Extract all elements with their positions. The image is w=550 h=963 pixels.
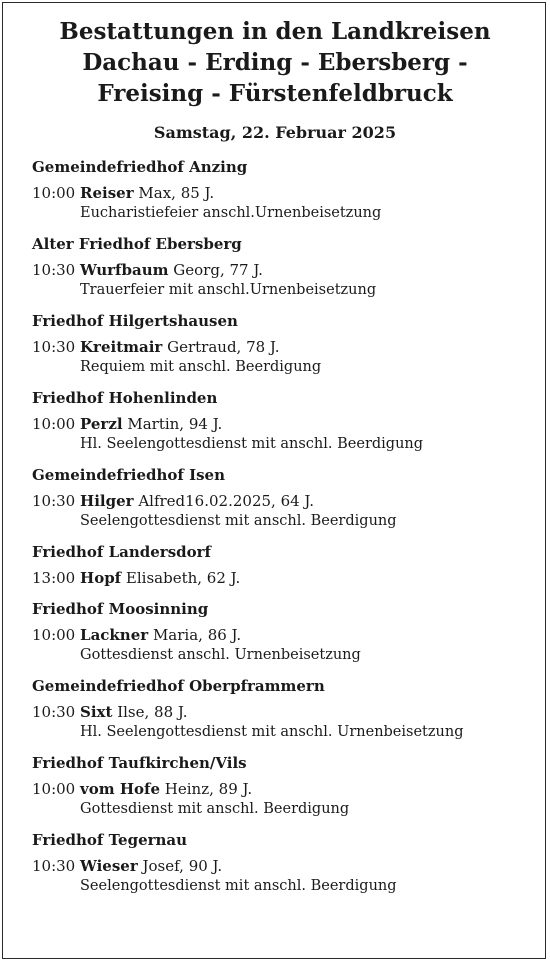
cemetery-list	[0, 157, 550, 896]
entry-line	[32, 702, 550, 722]
entry-time: 10:30	[32, 261, 76, 279]
title-line-1: Bestattungen in den Landkreisen	[59, 18, 491, 45]
service-description: Trauerfeier mit anschl.Urnenbeisetzung	[80, 282, 377, 298]
deceased-surname: Wurfbaum	[80, 261, 169, 279]
entry-line	[32, 779, 550, 799]
deceased-details: Alfred16.02.2025, 64 J.	[138, 492, 315, 510]
cemetery-name: Gemeindefriedhof Oberpframmern	[32, 677, 325, 695]
entry-line	[32, 183, 550, 203]
deceased-details: Gertraud, 78 J.	[167, 338, 280, 356]
date-heading: Samstag, 22. Februar 2025	[153, 123, 397, 142]
cemetery-name: Friedhof Hilgertshausen	[32, 312, 238, 330]
entry-line	[32, 414, 550, 434]
entry-time: 10:00	[32, 415, 76, 433]
entry-time: 10:00	[32, 184, 76, 202]
deceased-surname: vom Hofe	[80, 780, 161, 798]
cemetery-section	[0, 157, 550, 223]
entry-line	[32, 491, 550, 511]
service-description: Gottesdienst anschl. Urnenbeisetzung	[80, 647, 361, 663]
deceased-details: Ilse, 88 J.	[117, 703, 188, 721]
deceased-surname: Sixt	[80, 703, 113, 721]
deceased-surname: Reiser	[80, 184, 134, 202]
entry-time: 10:30	[32, 703, 76, 721]
cemetery-section	[0, 542, 550, 588]
cemetery-section	[0, 830, 550, 896]
deceased-details: Max, 85 J.	[138, 184, 215, 202]
funeral-entry	[32, 702, 550, 742]
page-title	[0, 16, 550, 109]
service-description: Hl. Seelengottesdienst mit anschl. Beerdigung	[80, 436, 424, 452]
entry-time: 10:30	[32, 857, 76, 875]
cemetery-section	[0, 465, 550, 531]
entry-time: 10:30	[32, 492, 76, 510]
cemetery-name: Friedhof Hohenlinden	[32, 389, 218, 407]
cemetery-name: Gemeindefriedhof Isen	[32, 466, 225, 484]
service-description: Eucharistiefeier anschl.Urnenbeisetzung	[80, 205, 382, 221]
funeral-entry	[32, 337, 550, 377]
funeral-entry	[32, 568, 550, 588]
cemetery-name: Friedhof Moosinning	[32, 600, 209, 618]
cemetery-name: Friedhof Landersdorf	[32, 543, 212, 561]
cemetery-name: Alter Friedhof Ebersberg	[32, 235, 242, 253]
entry-line	[32, 625, 550, 645]
title-line-2: Dachau - Erding - Ebersberg -	[82, 49, 468, 76]
deceased-details: Martin, 94 J.	[127, 415, 223, 433]
cemetery-section	[0, 234, 550, 300]
deceased-surname: Hilger	[80, 492, 134, 510]
entry-line	[32, 337, 550, 357]
cemetery-section	[0, 599, 550, 665]
deceased-surname: Kreitmair	[80, 338, 163, 356]
funeral-entry	[32, 625, 550, 665]
cemetery-section	[0, 311, 550, 377]
cemetery-name: Friedhof Tegernau	[32, 831, 188, 849]
service-description: Hl. Seelengottesdienst mit anschl. Urnenbeisetzung	[80, 724, 464, 740]
service-description: Seelengottesdienst mit anschl. Beerdigung	[80, 878, 397, 894]
deceased-surname: Perzl	[80, 415, 123, 433]
service-description: Seelengottesdienst mit anschl. Beerdigung	[80, 513, 397, 529]
cemetery-section	[0, 676, 550, 742]
funeral-entry	[32, 491, 550, 531]
funeral-entry	[32, 856, 550, 896]
deceased-surname: Hopf	[80, 569, 122, 587]
entry-line	[32, 856, 550, 876]
entry-line	[32, 260, 550, 280]
deceased-details: Heinz, 89 J.	[164, 780, 253, 798]
deceased-surname: Lackner	[80, 626, 149, 644]
deceased-surname: Wieser	[80, 857, 138, 875]
cemetery-name: Friedhof Taufkirchen/Vils	[32, 754, 247, 772]
service-description: Requiem mit anschl. Beerdigung	[80, 359, 322, 375]
funeral-entry	[32, 414, 550, 454]
entry-time: 10:30	[32, 338, 76, 356]
deceased-details: Georg, 77 J.	[173, 261, 263, 279]
entry-line	[32, 568, 550, 588]
funeral-entry	[32, 779, 550, 819]
service-description: Gottesdienst mit anschl. Beerdigung	[80, 801, 350, 817]
entry-time: 13:00	[32, 569, 76, 587]
deceased-details: Maria, 86 J.	[152, 626, 242, 644]
deceased-details: Josef, 90 J.	[142, 857, 223, 875]
title-line-3: Freising - Fürstenfeldbruck	[97, 80, 453, 107]
entry-time: 10:00	[32, 626, 76, 644]
funeral-entry	[32, 183, 550, 223]
cemetery-name: Gemeindefriedhof Anzing	[32, 158, 248, 176]
entry-time: 10:00	[32, 780, 76, 798]
funeral-entry	[32, 260, 550, 300]
cemetery-section	[0, 753, 550, 819]
cemetery-section	[0, 388, 550, 454]
deceased-details: Elisabeth, 62 J.	[125, 569, 241, 587]
